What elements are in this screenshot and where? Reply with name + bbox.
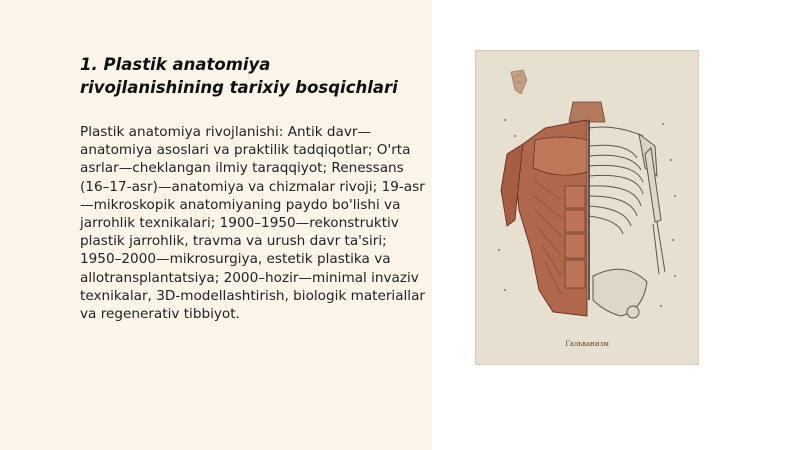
- skeleton-side: [589, 120, 665, 318]
- slide-title: 1. Plastik anatomiya rivojlanishining tarixiy bosqichlari: [80, 55, 398, 97]
- torso-drawing: [475, 50, 699, 365]
- detail-sketch: [511, 70, 527, 94]
- figure-caption: Гальванизм: [565, 340, 609, 348]
- muscle-side: [501, 120, 587, 316]
- slide-body-text: Plastik anatomiya rivojlanishi: Antik davr—anatomiya asoslari va praktilik tadqiqotlar; O'rta asrlar—cheklangan ilmiy taraqqiyot; Renessans (16–17-asr)—anatomiya va chizmalar rivoji; 19-asr—mikroskopik anatomiyaning paydo bo'lishi va jarrohlik texnikalari; 1900–1950—rekonstruktiv plastik jarrohlik, travma va urush davr ta'siri; 1950–2000—mikrosurgiya, estetik plastika va allotransplantatsiya; 2000–hozir—minimal invaziv texnikalar, 3D-modellashtirish, biologik materiallar va regenerativ tibbiyot.: [80, 124, 426, 323]
- anatomical-torso-illustration: [475, 50, 699, 365]
